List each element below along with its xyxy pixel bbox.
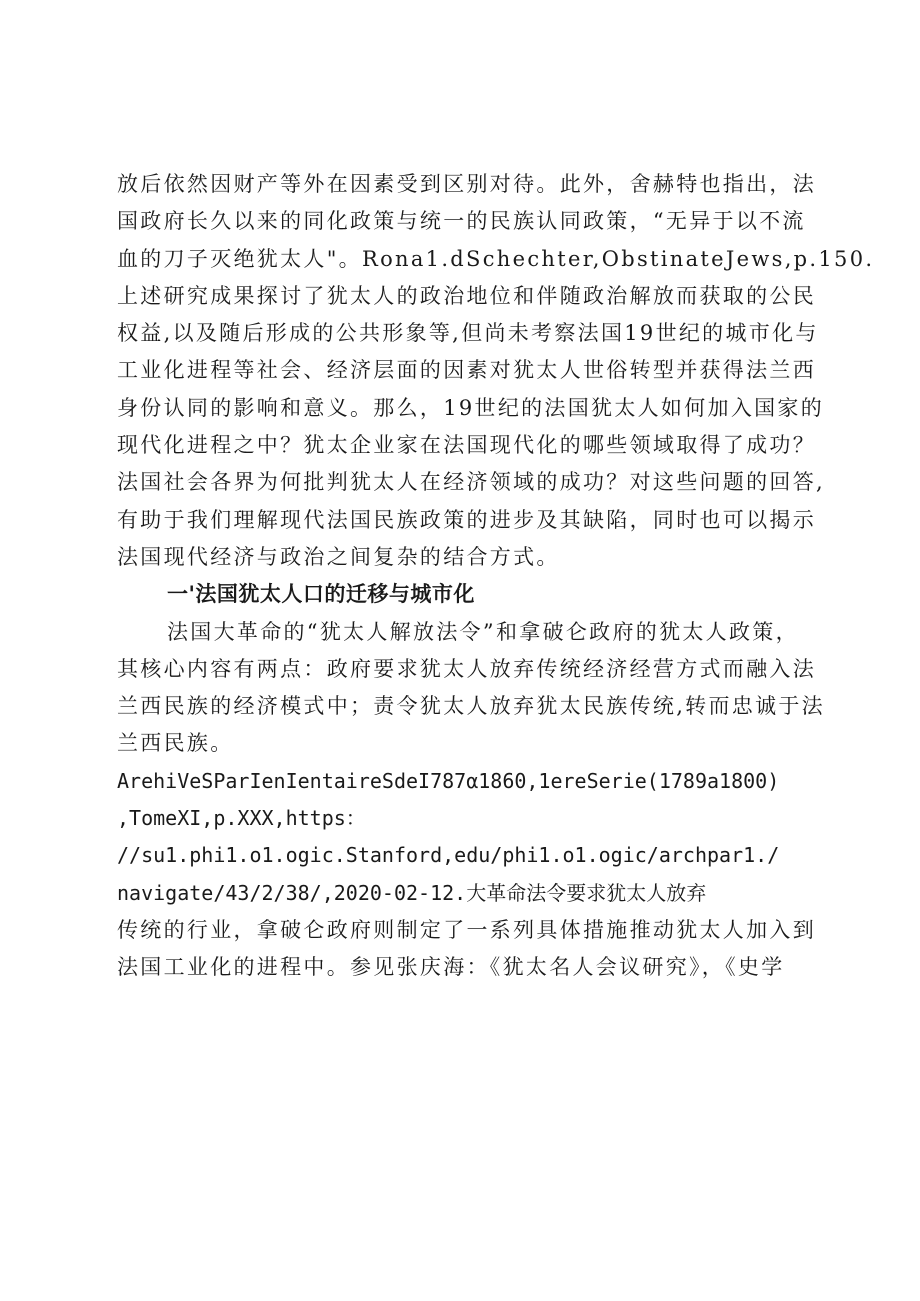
citation-line: navigate/43/2/38/,2020-02-12.大革命法令要求犹太人放弃 [117,880,707,905]
paragraph-line: 权益,以及随后形成的公共形象等,但尚未考察法国19世纪的城市化与 [117,321,819,346]
paragraph-line: 兰西民族的经济模式中；责令犹太人放弃犹太民族传统,转而忠诚于法 [117,694,825,719]
citation-line: ,TomeXI,p.XXX,https： [117,806,366,831]
paragraph-line: 现代化进程之中？犹太企业家在法国现代化的哪些领域取得了成功？ [117,433,816,458]
document-body [117,166,875,987]
paragraph-line: 其核心内容有两点：政府要求犹太人放弃传统经济经营方式而融入法 [117,656,816,681]
citation-line: ArehiVeSParIenIentaireSdeI787α1860,1ereSerie(1789a1800) [117,768,780,793]
paragraph-line: 国政府长久以来的同化政策与统一的民族认同政策，“无异于以不流 [117,209,806,234]
paragraph-line: 身份认同的影响和意义。那么，19世纪的法国犹太人如何加入国家的 [117,395,825,420]
paragraph-line: 传统的行业，拿破仑政府则制定了一系列具体措施推动犹太人加入到 [117,917,816,942]
paragraph-line: 法国现代经济与政治之间复杂的结合方式。 [117,544,560,569]
paragraph-line: 法国工业化的进程中。参见张庆海：《犹太名人会议研究》，《史学 [117,955,785,980]
paragraph-line: 上述研究成果探讨了犹太人的政治地位和伴随政治解放而获取的公民 [117,283,816,308]
paragraph-line: 法国社会各界为何批判犹太人在经济领域的成功？对这些问题的回答, [117,470,825,495]
paragraph-line: 法国大革命的“犹太人解放法令”和拿破仑政府的犹太人政策， [167,619,799,644]
paragraph-line: 有助于我们理解现代法国民族政策的进步及其缺陷，同时也可以揭示 [117,507,816,532]
citation-line: //su1.phi1.o1.ogic.Stanford,edu/phi1.o1.ogic/archpar1./ [117,843,780,868]
paragraph-line: 工业化进程等社会、经济层面的因素对犹太人世俗转型并获得法兰西 [117,358,816,383]
paragraph-line: 放后依然因财产等外在因素受到区别对待。此外，舍赫特也指出，法 [117,172,816,196]
paragraph-line: 血的刀子灭绝犹太人"。Rona1.dSchechter,ObstinateJews,p.150. [117,246,875,271]
paragraph-line: 兰西民族。 [117,731,234,756]
section-heading: 一'法国犹太人口的迁移与城市化 [167,582,475,607]
